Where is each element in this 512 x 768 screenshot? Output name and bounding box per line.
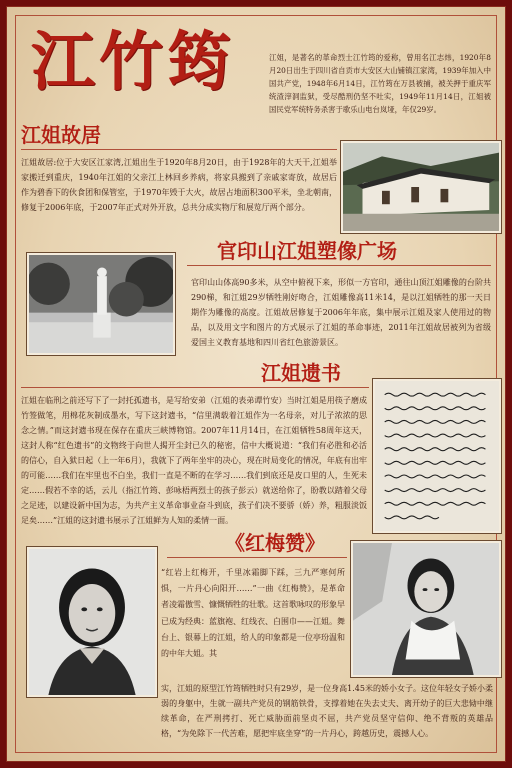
letter-heading: 江姐遗书 xyxy=(261,361,341,385)
song-paragraph: 实，江姐的原型江竹筠牺牲时只有29岁，是一位身高1.45米的娇小女子。这位年轻女子娇小柔弱的身躯中，生就一副共产党员的钢筋铁骨，支撑着她在失去丈夫、离开幼子的巨大悲恸中继续革命，在严刑拷打、死亡威胁面前坚贞不屈，共产党员坚守信仰、绝不背叛的英雄品格，“为免除下一代苦难，愿把牢底坐穿”的一片丹心，跨越历史，震撼人心。 xyxy=(161,684,493,738)
residence-heading: 江姐故居 xyxy=(21,123,101,147)
divider xyxy=(21,387,369,388)
page-title: 江竹筠 xyxy=(31,25,235,100)
portrait-photo xyxy=(27,547,157,697)
actress-photo xyxy=(351,541,501,677)
square-paragraph: 官印山山体高90多米，从空中俯视下来，形似一方官印，通往山顶江姐雕像的台阶共290梯，和江姐29岁牺牲刚好吻合，江姐雕像高11米14，是以江姐牺牲的那一天日期作为雕像的高度。江姐故居修复于2006年年底，集中展示江姐及家人使用过的物品，以及用文字和图片的方式展示了江姐的革命事迹，2011年江姐故居被列为省级爱国主义教育基地和四川省红色旅游景区。 xyxy=(191,278,491,347)
square-heading: 官印山江姐塑像广场 xyxy=(217,239,397,263)
statue-photo xyxy=(27,253,175,355)
letter-photo xyxy=(373,379,501,533)
residence-paragraph: 江姐故居:位于大安区江家湾,江姐出生于1920年8月20日，由于1928年的大天干,江姐举家搬迁到重庆，1940年江姐的父亲江上林回乡养病，将家具搬到了亲戚家寄放，故居后作为碧香下的伙食团和保管室，于1970年毁于大火，故居占地面积300平米，坐北朝南，修复于2006年底，于2007年正式对外开放，总共分成实物厅和展览厅两个部分。 xyxy=(21,158,337,212)
letter-paragraph: 江姐在临刑之前还写下了一封托孤遗书，是写给安弟（江姐的表弟谭竹安）当时江姐是用筷子磨成竹签做笔，用棉花灰制成墨水，写下这封遗书，“信里满载着江姐作为一名母亲，对儿子浓浓的思念之情。”而这封遗书现在保存在重庆三峡博物馆。2007年11月14日，在江姐牺牲58周年这天，这封人称“红色遗书”的文物终于向世人揭开尘封已久的秘密，信中大概说道：“我们有必胜和必活的信心，自入狱日起（上一年6月），我就下了两年坐牢的决心，现在时局变化的情况，年底有出牢的可能……我们在牢里也不白坐，我们一直是不断的在学习……我们到底还是皮口里的人，生死未定……假若不幸的话，云儿（指江竹筠、彭咏梧两烈士的孩子彭云）就送给你了，盼教以踏着父母之足迹，以建设新中国为志，为共产主义革命事业奋斗到底，孩子们决不要骄（娇）养，粗服淡饭足矣……”江姐的这封遗书展示了江姐鲜为人知的柔情一面。 xyxy=(21,396,367,525)
residence-photo xyxy=(341,141,501,233)
divider xyxy=(167,557,347,558)
intro-paragraph: 江姐，是著名的革命烈士江竹筠的爱称，曾用名江志炜，1920年8月20日出生于四川省自贡市大安区大山铺镇江家湾，1939年加入中国共产党，1948年6月14日，江竹筠在万县被捕，被关押于重庆军统渣滓洞监狱，受尽酷刑仍坚不吐实，1949年11月14日，江姐被国民党军统特务杀害于歌乐山电台岚垭，年仅29岁。 xyxy=(269,53,491,114)
divider xyxy=(187,265,491,266)
divider xyxy=(21,149,337,150)
poster xyxy=(6,6,506,762)
song-heading: 《红梅赞》 xyxy=(225,531,325,555)
song-lyrics-paragraph: “红岩上红梅开，千里冰霜脚下踩，三九严寒何所惧，一片丹心向阳开……”一曲《红梅赞》，是革命者凌霜傲雪、慷慨牺牲的壮歌。这首歌咏叹的形象早已成为经典：蓝旗袍、红线衣、白围巾——江姐。舞台上、银幕上的江姐，给人的印象都是一位亭玢温和的中年大姐。其 xyxy=(161,568,345,659)
